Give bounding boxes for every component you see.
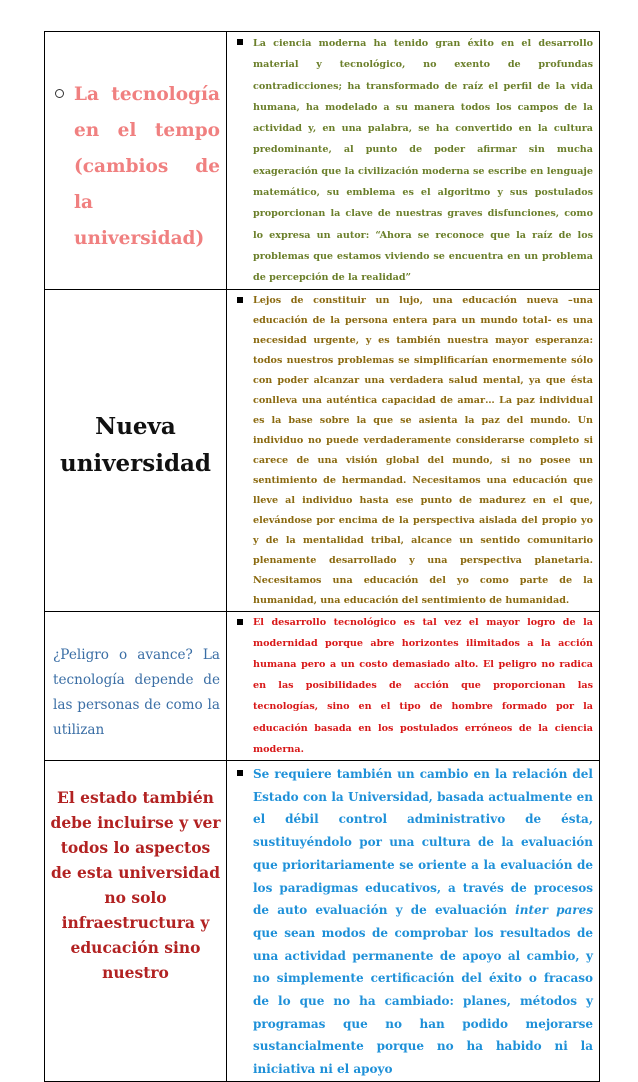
row-heading: Nueva universidad xyxy=(59,413,212,478)
paragraph-part: que sean modos de comprobar los resultados de una actividad permanente de apoyo al cambio, y no simplemente certificación del éxito o fracaso de lo que no ha cambiado: planes, métodos y programas que no han podido mejorarse sustancialmente porque no ha habido ni la iniciativa ni el apoyo xyxy=(253,925,593,1077)
table-row xyxy=(45,760,600,1081)
row-paragraph xyxy=(253,761,593,1081)
square-bullet-icon xyxy=(237,770,243,776)
row-heading-cell xyxy=(45,760,227,1081)
row-paragraph: Lejos de constituir un lujo, una educación nueva –una educación de la persona entera para un mundo total- es una necesidad urgente, y es también nuestra mayor esperanza: todos nuestros problemas se simplificarían enormemente sólo con poder alcanzar una verdadera salud mental, ya que ésta conlleva una auténtica capacidad de amar… La paz individual es la base sobre la que se asienta la paz del mundo. Un individuo no puede verdaderamente considerarse completo si carece de una visión global del mundo, si no posee un sentimiento de hermandad. Necesitamos una educación que lleve al individuo hasta ese punto de madurez en el que, elevándose por encima de la perspectiva aislada del propio yo y de la mentalidad tribal, alcance un sentido comunitario plenamente desarrollado y una perspectiva planetaria. Necesitamos una educación del yo como parte de la humanidad, una educación del sentimiento de humanidad. xyxy=(253,294,593,606)
row-heading xyxy=(55,77,220,257)
row-heading-text: La tecnología en el tempo (cambios de la universidad) xyxy=(74,84,220,250)
table-row xyxy=(45,32,600,290)
row-heading-cell xyxy=(45,611,227,760)
row-heading-cell xyxy=(45,32,227,290)
paragraph-emphasis: inter pares xyxy=(515,903,593,918)
row-heading: ¿Peligro o avance? La tecnología depende de las personas de como la utilizan xyxy=(53,646,220,738)
row-content-cell xyxy=(227,289,600,611)
table-row xyxy=(45,289,600,611)
paragraph-part: Se requiere también un cambio en la relación del Estado con la Universidad, basada actualmente en el débil control administrativo de ésta, sustituyéndolo por una cultura de la evaluación que prioritariamente se oriente a la evaluación de los paradigmas educativos, a través de procesos de auto evaluación y de evaluación xyxy=(253,766,593,918)
row-content-cell xyxy=(227,760,600,1081)
circle-bullet-icon xyxy=(55,89,64,98)
table-row xyxy=(45,611,600,760)
row-heading: El estado también debe incluirse y ver todos lo aspectos de esta universidad no solo infraestructura y educación sino nuestro xyxy=(50,787,221,982)
row-paragraph: El desarrollo tecnológico es tal vez el mayor logro de la modernidad porque abre horizontes ilimitados a la acción humana pero a un costo demasiado alto. El peligro no radica en las posibilidades de acción que proporcionan las tecnologías, sino en el tipo de hombre formado por la educación basada en los postulados erróneos de la ciencia moderna. xyxy=(253,616,593,755)
row-heading-cell xyxy=(45,289,227,611)
square-bullet-icon xyxy=(237,297,243,303)
row-content-cell xyxy=(227,611,600,760)
square-bullet-icon xyxy=(237,39,243,45)
row-content-cell xyxy=(227,32,600,290)
comparison-table xyxy=(44,31,600,1082)
row-paragraph: La ciencia moderna ha tenido gran éxito en el desarrollo material y tecnológico, no exento de profundas contradicciones; ha transformado de raíz el perfil de la vida humana, ha modelado a su manera todos los campos de la actividad y, en una palabra, se ha convertido en la cultura predominante, al punto de poder afirmar sin mucha exageración que la civilización moderna se escribe en lenguaje matemático, su emblema es el algoritmo y sus postulados proporcionan la clave de nuestras graves disfunciones, como lo expresa un autor: “Ahora se reconoce que la raíz de los problemas que estamos viviendo se encuentra en un problema de percepción de la realidad” xyxy=(253,38,593,284)
square-bullet-icon xyxy=(237,619,243,625)
